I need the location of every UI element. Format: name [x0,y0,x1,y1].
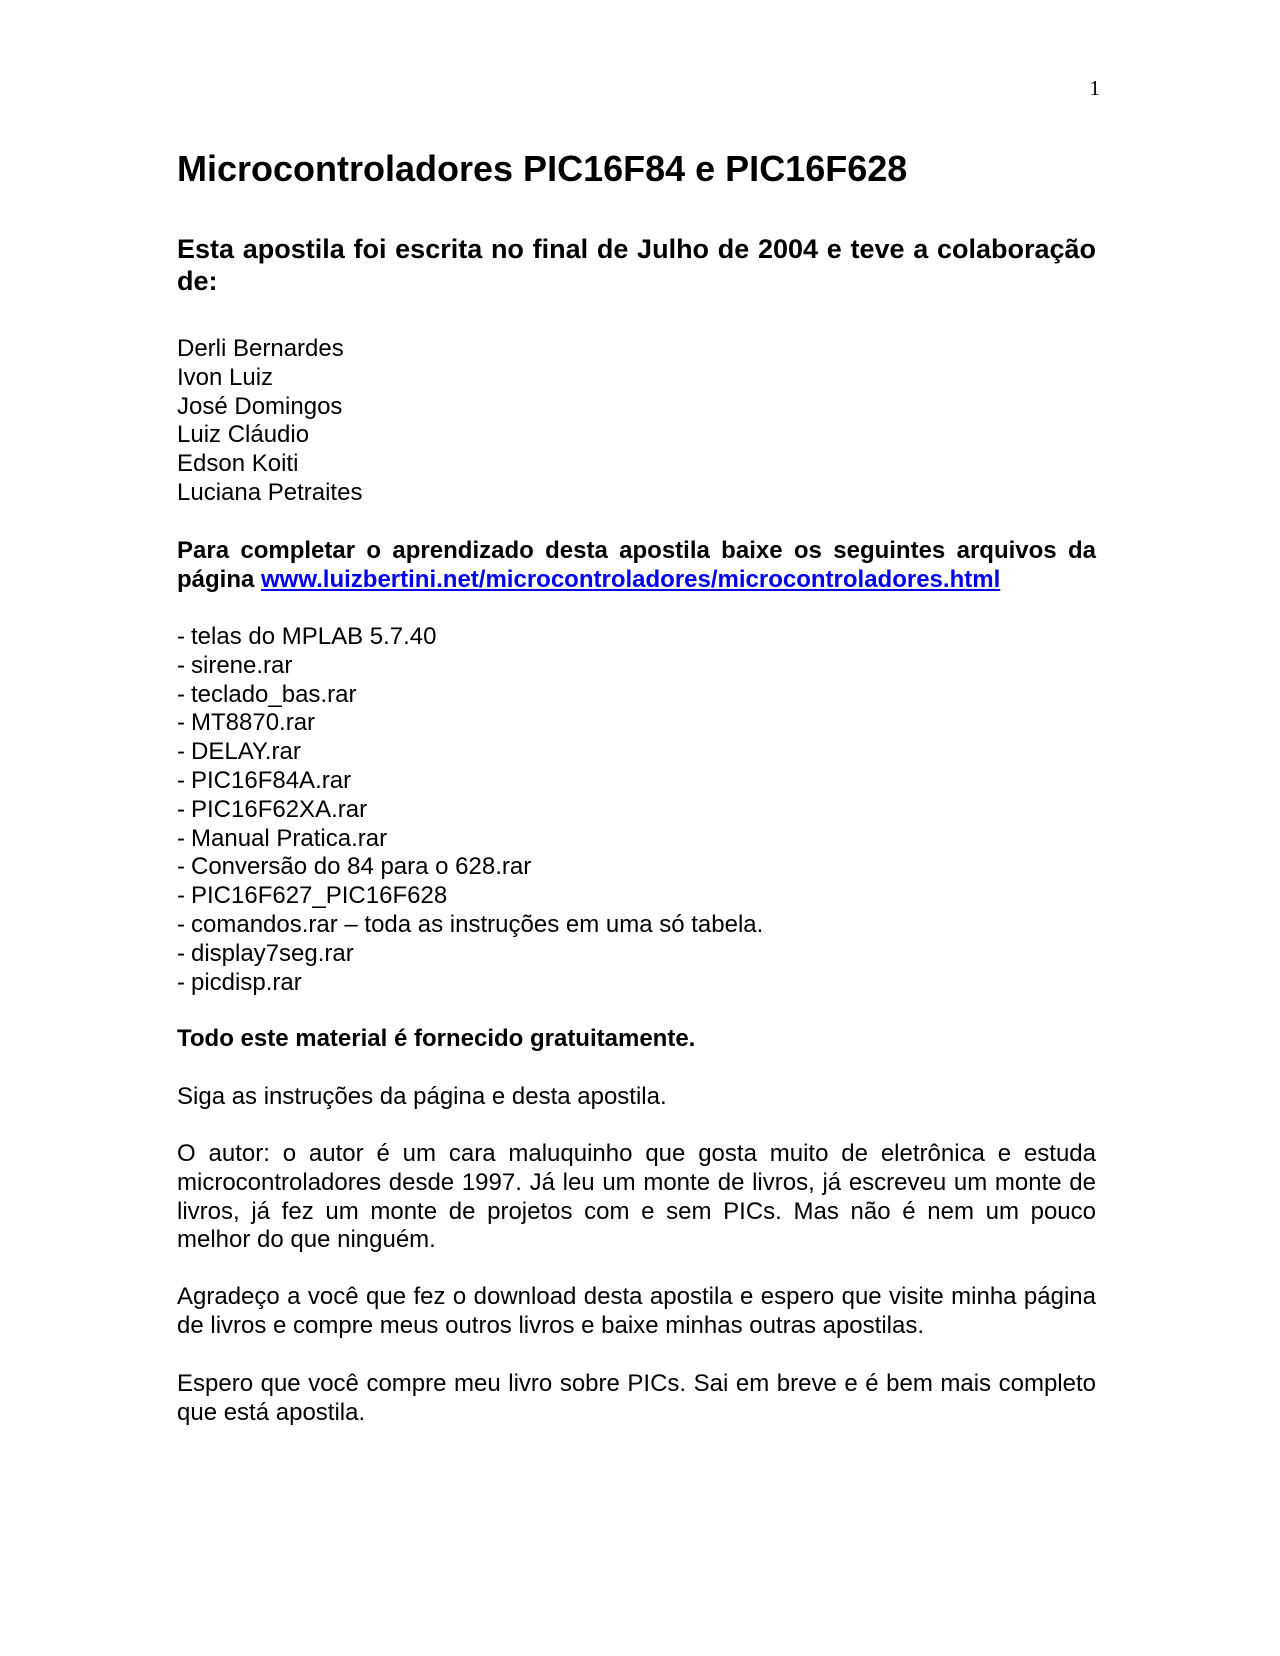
thanks-paragraph: Agradeço a você que fez o download desta apostila e espero que visite minha página de livros e compre meus outros livros e baixe minhas outras apostilas. [177,1283,1096,1339]
file-name: display7seg.rar [191,939,354,967]
author-paragraph: O autor: o autor é um cara maluquinho que gosta muito de eletrônica e estuda microcontroladores desde 1997. Já leu um monte de livros, já escreveu um monte de livros, já fez um monte de projetos com e sem PICs. Mas não é nem um pouco melhor do que ninguém. [177,1140,1096,1254]
list-bullet: - [177,882,185,910]
file-name: DELAY.rar [191,738,301,766]
file-name: telas do MPLAB 5.7.40 [191,623,437,650]
list-bullet: - [177,709,185,737]
file-list-item [177,882,763,911]
file-name: teclado_bas.rar [191,680,357,708]
list-bullet: - [177,795,185,823]
intro-heading: Esta apostila foi escrita no final de Julho de 2004 e teve a colaboração de: [177,234,1096,296]
page-number: 1 [1089,76,1100,100]
file-name: Conversão do 84 para o 628.rar [191,853,532,881]
collaborator-name: Luciana Petraites [177,478,363,506]
book-paragraph: Espero que você compre meu livro sobre PICs. Sai em breve e é bem mais completo que está apostila. [177,1370,1096,1426]
instructions-note: Siga as instruções da página e desta apostila. [177,1083,667,1110]
file-list [177,623,763,997]
collaborator-list [177,335,362,508]
file-list-item [177,738,763,767]
download-page-link[interactable]: www.luizbertini.net/microcontroladores/microcontroladores.html [261,565,1001,593]
download-note-text: Para completar o aprendizado desta apostila baixe os seguintes arquivos da página [177,537,1096,593]
file-list-item [177,853,763,882]
file-list-item [177,911,763,940]
list-bullet: - [177,939,185,967]
file-list-item [177,825,763,854]
list-bullet: - [177,824,185,852]
list-bullet: - [177,738,185,766]
list-bullet: - [177,853,185,881]
file-list-item [177,681,763,710]
file-name: PIC16F62XA.rar [191,795,368,823]
free-material-note: Todo este material é fornecido gratuitamente. [177,1025,696,1052]
list-bullet: - [177,680,185,708]
collaborator-name: Luiz Cláudio [177,421,310,449]
list-bullet: - [177,766,185,794]
download-note [177,537,1096,595]
file-name: Manual Pratica.rar [191,824,388,852]
list-bullet: - [177,968,185,996]
collaborator-name: Derli Bernardes [177,335,344,362]
collaborator-name: Ivon Luiz [177,363,274,391]
file-name: picdisp.rar [191,968,302,996]
file-list-item [177,969,763,998]
file-list-item [177,940,763,969]
file-name: PIC16F84A.rar [191,766,352,794]
list-bullet: - [177,910,185,938]
file-name: sirene.rar [191,651,293,679]
list-bullet: - [177,651,185,679]
file-name: comandos.rar – toda as instruções em uma só tabela. [191,910,764,938]
list-bullet: - [177,623,185,650]
file-list-item [177,796,763,825]
collaborator-name: Edson Koiti [177,450,299,478]
file-list-item [177,709,763,738]
file-list-item [177,623,763,652]
document-title: Microcontroladores PIC16F84 e PIC16F628 [177,148,908,189]
file-list-item [177,652,763,681]
collaborator-name: José Domingos [177,392,343,420]
file-name: PIC16F627_PIC16F628 [191,882,448,910]
file-name: MT8870.rar [191,709,316,737]
file-list-item [177,767,763,796]
